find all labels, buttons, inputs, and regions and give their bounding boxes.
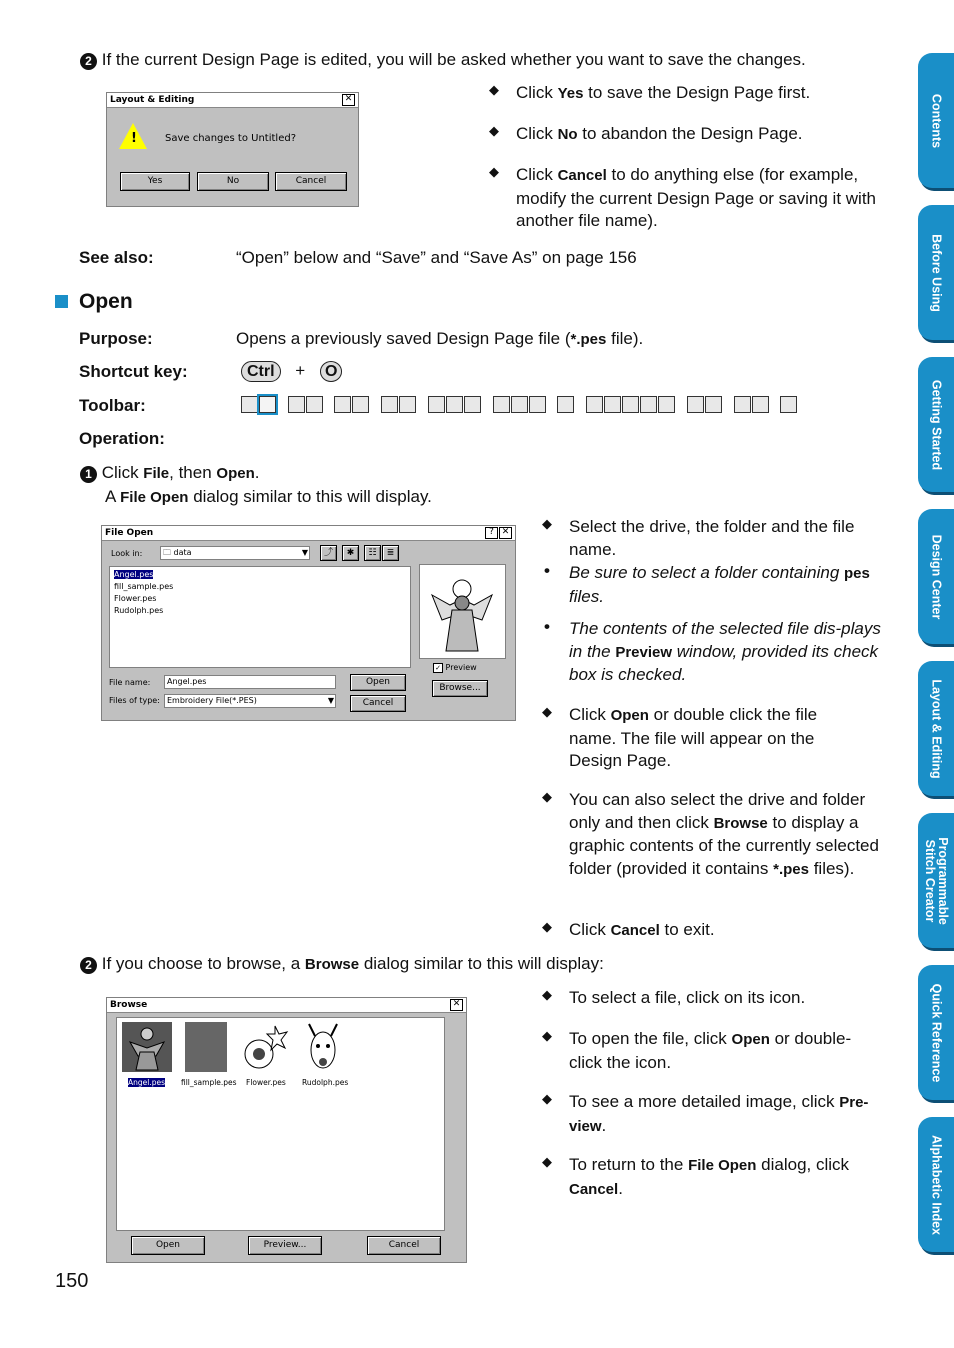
copy-icon[interactable]: [446, 396, 463, 413]
dialog-title: Layout & Editing: [107, 93, 358, 108]
dialog-title: File Open: [102, 526, 515, 541]
tab-programmable-stitch-creator[interactable]: Programmable Stitch Creator: [918, 813, 954, 948]
step-number: 2: [80, 53, 97, 70]
zoom-icon[interactable]: [557, 396, 574, 413]
dialog-title: Browse: [107, 998, 466, 1013]
open-button[interactable]: Open: [350, 674, 406, 691]
section-title: Open: [79, 290, 133, 313]
list-item[interactable]: fill_sample.pes: [114, 582, 174, 591]
preview-checkbox[interactable]: ✓ Preview: [433, 663, 477, 673]
export-icon[interactable]: [306, 396, 323, 413]
file-name-label: File name:: [109, 678, 151, 687]
chevron-down-icon: ▼: [327, 696, 334, 705]
browse-button[interactable]: Browse...: [432, 680, 488, 697]
save-changes-dialog: Layout & Editing ✕ ! Save changes to Untitled? Yes No Cancel: [106, 92, 359, 207]
thumbnail-area: [116, 1017, 445, 1231]
fill-sample-thumbnail[interactable]: [185, 1022, 227, 1072]
stitch-pattern-icon[interactable]: [687, 396, 704, 413]
file-list: [109, 566, 411, 668]
step-2-intro: [80, 50, 806, 70]
close-icon[interactable]: ✕: [499, 527, 512, 539]
up-folder-icon[interactable]: ⤴: [320, 545, 337, 561]
operation-label: Operation:: [79, 429, 165, 448]
chevron-down-icon: ▼: [301, 548, 308, 557]
file-open-dialog: [101, 525, 516, 721]
sewing-order-icon[interactable]: [705, 396, 722, 413]
thumbnail-label: Rudolph.pes: [302, 1078, 349, 1087]
help-icon[interactable]: ?: [485, 527, 498, 539]
tab-layout-editing[interactable]: Layout & Editing: [918, 661, 954, 796]
tab-design-center[interactable]: Design Center: [918, 509, 954, 644]
import-icon[interactable]: [288, 396, 305, 413]
shortcut-label: Shortcut key:: [79, 362, 188, 381]
text-transform-icon[interactable]: [658, 396, 675, 413]
open-folder-icon[interactable]: [259, 396, 276, 413]
angel-thumbnail[interactable]: [122, 1022, 172, 1072]
file-type-label: Files of type:: [109, 696, 160, 705]
checkbox-checked-icon: ✓: [433, 663, 443, 673]
step-2-browse: 2 If you choose to browse, a Browse dialog similar to this will display:: [80, 954, 604, 974]
redo-icon[interactable]: [399, 396, 416, 413]
toolbar-label: Toolbar:: [79, 396, 146, 415]
cancel-button[interactable]: Cancel: [367, 1236, 441, 1255]
text-spacing-icon[interactable]: [640, 396, 657, 413]
paste-icon[interactable]: [464, 396, 481, 413]
new-icon[interactable]: [241, 396, 258, 413]
undo-icon[interactable]: [381, 396, 398, 413]
list-item[interactable]: Rudolph.pes: [114, 606, 164, 615]
toolbar-strip: [241, 396, 825, 416]
ctrl-key: Ctrl: [241, 361, 281, 382]
sew-attribute-icon[interactable]: [604, 396, 621, 413]
purpose-text: Opens a previously saved Design Page file (*.pes file).: [236, 329, 644, 348]
tab-quick-reference[interactable]: Quick Reference: [918, 965, 954, 1100]
thumbnail-label: fill_sample.pes: [181, 1078, 237, 1087]
save-as-icon[interactable]: [352, 396, 369, 413]
preview-button[interactable]: Preview...: [248, 1236, 322, 1255]
step-number: 1: [80, 466, 97, 483]
angel-preview-image: [420, 565, 505, 658]
text-attribute-icon[interactable]: [586, 396, 603, 413]
thumbnail-label: Angel.pes: [128, 1078, 166, 1087]
new-folder-icon[interactable]: ✱: [342, 545, 359, 561]
look-in-label: Look in:: [111, 549, 143, 558]
step-1: 1 Click File, then Open. A File Open dialog similar to this will display.: [80, 461, 432, 509]
o-key: O: [320, 361, 342, 382]
section-marker-icon: [55, 295, 68, 308]
rotate-icon[interactable]: [529, 396, 546, 413]
tab-before-using[interactable]: Before Using: [918, 205, 954, 340]
close-icon[interactable]: ✕: [450, 999, 463, 1011]
preview-pane: [419, 564, 506, 659]
list-view-icon[interactable]: ☷: [364, 545, 381, 561]
close-icon[interactable]: ✕: [342, 94, 355, 106]
see-also-text: “Open” below and “Save” and “Save As” on page 156: [236, 248, 637, 267]
shortcut-keys: Ctrl + O: [241, 361, 342, 382]
list-item[interactable]: Angel.pes: [114, 570, 154, 579]
cancel-button[interactable]: Cancel: [350, 695, 406, 712]
realistic-preview-icon[interactable]: [752, 396, 769, 413]
yes-button[interactable]: Yes: [120, 172, 190, 191]
tab-getting-started[interactable]: Getting Started: [918, 357, 954, 492]
list-item[interactable]: Flower.pes: [114, 594, 157, 603]
folder-icon: 🗀: [163, 548, 174, 557]
purpose-label: Purpose:: [79, 329, 153, 348]
step-text: If the current Design Page is edited, you will be asked whether you want to save the changes.: [101, 50, 806, 69]
thumbnail-label: Flower.pes: [246, 1078, 286, 1087]
tab-contents[interactable]: Contents: [918, 53, 954, 188]
flower-thumbnail[interactable]: [239, 1022, 289, 1072]
no-button[interactable]: No: [197, 172, 269, 191]
mirror-horizontal-icon[interactable]: [511, 396, 528, 413]
tab-alphabetic-index[interactable]: Alphabetic Index: [918, 1117, 954, 1252]
cancel-button[interactable]: Cancel: [275, 172, 347, 191]
details-view-icon[interactable]: ≣: [382, 545, 399, 561]
rudolph-thumbnail[interactable]: [303, 1020, 343, 1074]
cut-icon[interactable]: [428, 396, 445, 413]
file-type-select[interactable]: Embroidery File(*.PES) ▼: [164, 694, 336, 708]
browse-dialog: [106, 997, 467, 1263]
mirror-vertical-icon[interactable]: [493, 396, 510, 413]
file-name-input[interactable]: Angel.pes: [164, 675, 336, 689]
step-number: 2: [80, 957, 97, 974]
preview-icon[interactable]: [734, 396, 751, 413]
see-also-label: See also:: [79, 248, 154, 267]
open-button[interactable]: Open: [131, 1236, 205, 1255]
property-icon[interactable]: [780, 396, 797, 413]
save-icon[interactable]: [334, 396, 351, 413]
page-number: 150: [55, 1270, 89, 1292]
text-path-icon[interactable]: [622, 396, 639, 413]
look-in-select[interactable]: 🗀 data ▼: [160, 546, 310, 560]
dialog-message: Save changes to Untitled?: [165, 133, 296, 144]
